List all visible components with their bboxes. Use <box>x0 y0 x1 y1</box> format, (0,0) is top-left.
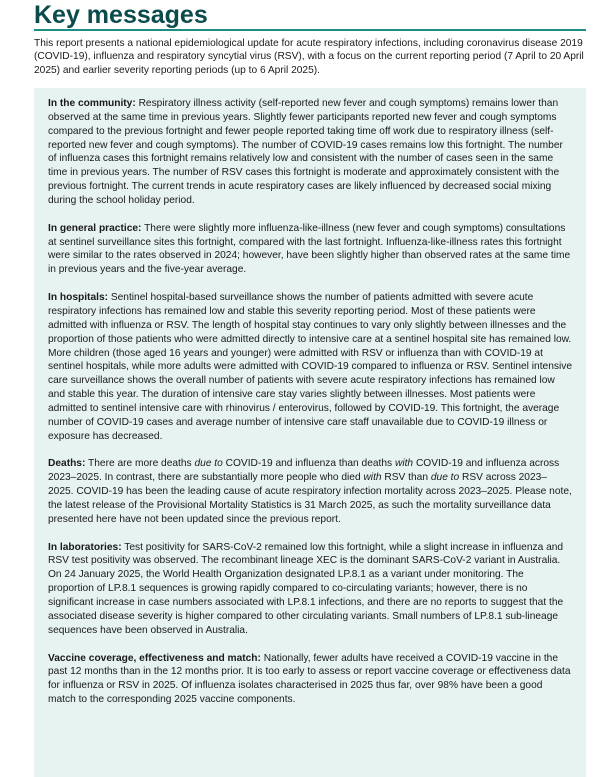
deaths-emphasis-4: due to <box>430 472 460 484</box>
deaths-text-2: COVID-19 and influenza than deaths <box>222 458 395 470</box>
community-paragraph <box>48 97 572 208</box>
deaths-heading: Deaths: <box>48 458 86 470</box>
hospitals-heading: In hospitals: <box>48 292 108 304</box>
deaths-emphasis-1: due to <box>194 458 223 470</box>
general-practice-text: There were slightly more influenza-like-illness (new fever and cough symptoms) consultations at sentinel surveillance sites this fortnight, compared with the last fortnight. Influenza-like-illness rates this fortnight were similar to the rates observed in 2024; however, have been slightly higher than observed rates at the same time in previous years and the five-year average. <box>48 222 571 276</box>
laboratories-paragraph <box>48 541 572 638</box>
page-title: Key messages <box>34 1 208 29</box>
general-practice-heading: In general practice: <box>48 222 142 234</box>
intro-paragraph: This report presents a national epidemiological update for acute respiratory infections, including coronavirus disease 2019 (COVID-19), influenza and respiratory syncytial virus (RSV), with a focus on the current reporting period (7 April to 20 April 2025) and earlier severity reporting periods (up to 6 April 2025). <box>34 38 584 76</box>
deaths-emphasis-3: with <box>363 472 382 484</box>
laboratories-heading: In laboratories: <box>48 541 122 553</box>
deaths-text-1: There are more deaths <box>85 458 195 470</box>
community-text: Respiratory illness activity (self-reported new fever and cough symptoms) remains lower than observed at the same time in previous years. Slightly fewer participants reported new fever and cough symptoms compared to the previous fortnight and fewer people reported taking time off work due to respiratory illness (self-reported new fever and cough symptoms). The number of COVID-19 cases remains low this fortnight. The number of influenza cases this fortnight remains relatively low and consistent with the number of cases seen in the same time in previous years. The number of RSV cases this fortnight is moderate and approximately consistent with the previous fortnight. The current trends in acute respiratory cases are likely influenced by decreased social mixing during the school holiday period. <box>48 98 563 206</box>
deaths-text-4: RSV than <box>381 472 431 484</box>
hospitals-text: Sentinel hospital-based surveillance shows the number of patients admitted with severe acute respiratory infections has remained low and stable this severity reporting period. Most of these patients were admitted with influenza or RSV. The length of hospital stay continues to vary only slightly between illnesses and the proportion of those patients who were admitted directly to intensive care at a sentinel hospital site has remained low. More children (those aged 16 years and younger) were admitted with RSV or influenza than with COVID-19 at sentinel hospitals, while more adults were admitted with COVID-19 compared to influenza or RSV. Sentinel intensive care surveillance shows the overall number of patients with severe acute respiratory infections has remained low and stable this year. The duration of intensive care stay varies slightly between illnesses. Most patients were admitted to sentinel intensive care with rhinovirus / enterovirus, followed by COVID-19. This fortnight, the average number of COVID-19 cases and average number of intensive care staff unavailable due to COVID-19 illness or exposure has decreased. <box>48 292 572 442</box>
vaccine-text: Nationally, fewer adults have received a COVID-19 vaccine in the past 12 months than in the 12 months prior. It is too early to assess or report vaccine coverage or effectiveness data for influenza or RSV in 2025. Of influenza isolates characterised in 2025 thus far, over 98% have been a good match to the corresponding 2025 vaccine components. <box>48 652 571 706</box>
key-messages-box <box>34 88 586 777</box>
laboratories-text: Test positivity for SARS-CoV-2 remained low this fortnight, while a slight increase in influenza and RSV test positivity was observed. The recombinant lineage XEC is the dominant SARS-CoV-2 variant in Australia. On 24 January 2025, the World Health Organization designated LP.8.1 as a variant under monitoring. The proportion of LP.8.1 sequences is growing rapidly compared to co-circulating variants; however, there is no significant increase in case numbers associated with LP.8.1 infections, and there are no reports to suggest that the associated disease severity is higher compared to other circulating variants. Small numbers of LP.8.1 sub-lineage sequences have been observed in Australia. <box>48 541 564 636</box>
hospitals-paragraph <box>48 291 572 443</box>
deaths-emphasis-2: with <box>394 458 414 470</box>
deaths-text-5: RSV across 2023–2025. COVID-19 has been the leading cause of acute respiratory infection mortality across 2023–2025. Please note, the latest release of the Provisional Mortality Statistics is 31 March 2025, as such the mortality surveillance data presented here have not been updated since the previous report. <box>48 472 572 525</box>
deaths-paragraph <box>48 457 572 526</box>
community-heading: In the community: <box>48 98 136 109</box>
title-underline <box>34 29 586 31</box>
deaths-text-3: COVID-19 and influenza across 2023–2025. In contrast, there are substantially more people who died <box>48 458 560 484</box>
general-practice-paragraph <box>48 222 572 277</box>
vaccine-paragraph <box>48 652 572 707</box>
vaccine-heading: Vaccine coverage, effectiveness and match: <box>48 652 261 664</box>
